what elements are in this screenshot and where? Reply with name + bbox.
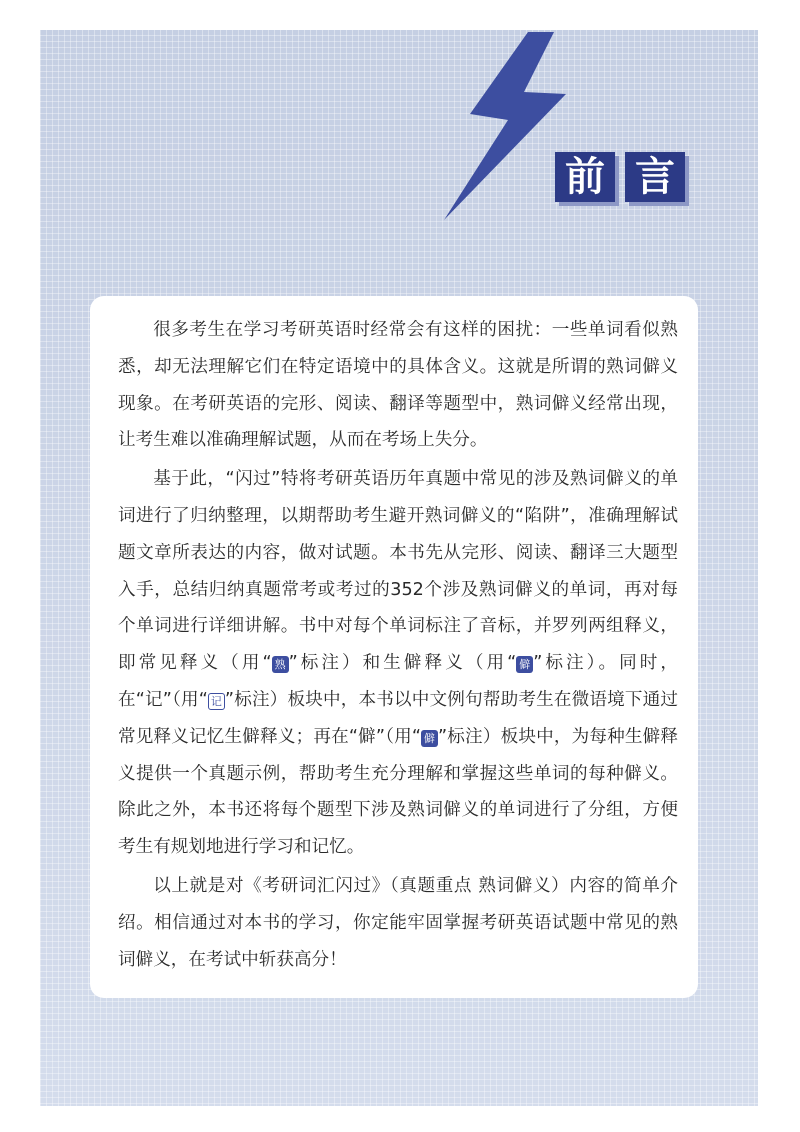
title-char-1: 前 <box>555 152 615 202</box>
preface-body <box>118 312 678 980</box>
pi-badge-icon: 僻 <box>516 656 533 673</box>
page-title <box>555 152 685 202</box>
paragraph-2-part-a: 基于此，“闪过”特将考研英语历年真题中常见的涉及熟词僻义的单词进行了归纳整理，以期帮助考生避开熟词僻义的“陷阱”，准确理解试题文章所表达的内容，做对试题。本书先从完形、阅读、翻译三大题型入手，总结归纳真题常考或考过的352个涉及熟词僻义的单词，再对每个单词进行详细讲解。书中对每个单词标注了音标，并罗列两组释义，即常见释义（用“ <box>118 469 678 674</box>
shu-badge-icon: 熟 <box>272 656 289 673</box>
paragraph-2-part-c: ”标注）。同时，在“记”（用“ <box>118 653 678 710</box>
paragraph-1: 很多考生在学习考研英语时经常会有这样的困扰：一些单词看似熟悉，却无法理解它们在特定语境中的具体含义。这就是所谓的熟词僻义现象。在考研英语的完形、阅读、翻译等题型中，熟词僻义经常出现，让考生难以准确理解试题，从而在考场上失分。 <box>118 320 678 451</box>
paragraph-2-part-d: ”标注）板块中，本书以中文例句帮助考生在微语境下通过常见释义记忆生僻释义；再在“僻”（用“ <box>118 689 679 747</box>
paragraph-2 <box>118 461 678 866</box>
paragraph-2-part-b: ”标注）和生僻释义（用“ <box>288 653 517 674</box>
pi-badge-icon-2: 僻 <box>421 730 438 747</box>
paragraph-2-part-e: ”标注）板块中，为每种生僻释义提供一个真题示例，帮助考生充分理解和掌握这些单词的每种僻义。除此之外，本书还将每个题型下涉及熟词僻义的单词进行了分组，方便考生有规划地进行学习和记忆。 <box>118 726 678 858</box>
paragraph-3: 以上就是对《考研词汇闪过》（真题重点 熟词僻义）内容的简单介绍。相信通过对本书的学习，你定能牢固掌握考研英语试题中常见的熟词僻义，在考试中斩获高分！ <box>118 875 678 970</box>
title-char-2: 言 <box>625 152 685 202</box>
ji-badge-icon: 记 <box>208 693 225 710</box>
